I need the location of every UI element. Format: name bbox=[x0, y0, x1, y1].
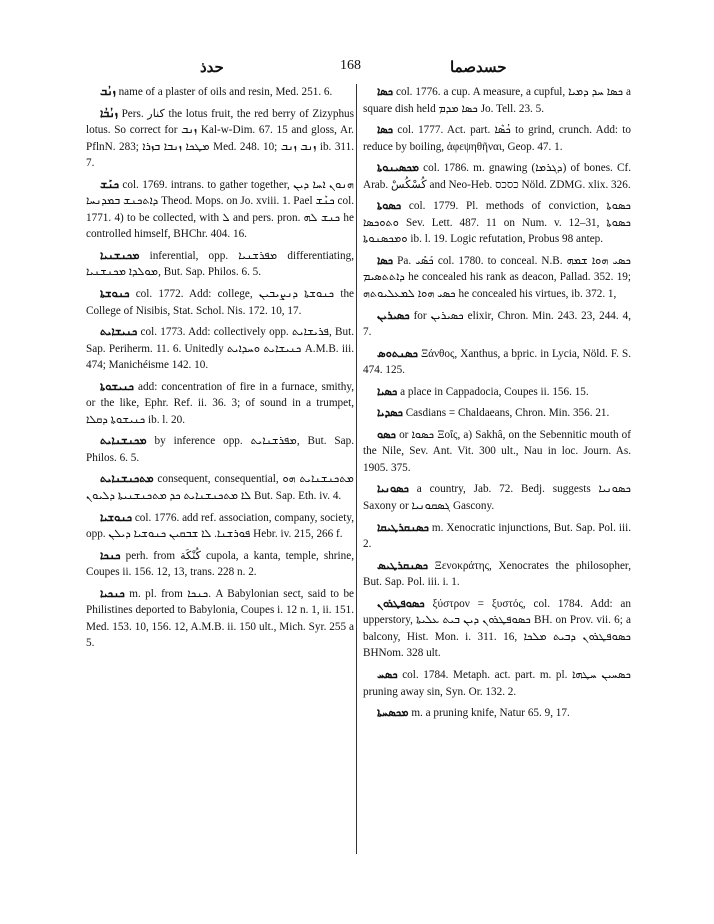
dictionary-entry bbox=[363, 160, 631, 193]
dictionary-entry bbox=[86, 286, 354, 319]
entry-definition: for ܟܣܝܪܝܢ elixir, Chron. Min. 243. 23, 244. 4, 7. bbox=[363, 309, 632, 339]
entry-headword: ܡܬܟܢܫܢܐܝܬ bbox=[100, 472, 154, 486]
dictionary-entry bbox=[363, 596, 631, 662]
dictionary-entry bbox=[363, 705, 631, 722]
running-head bbox=[0, 58, 714, 82]
dictionary-entry bbox=[363, 667, 631, 700]
entry-definition: consequent, consequential, ܡܬܟܢܫܢܐܝܬ ܗܘ ܠܐ ܡܬܟܢܫܢܐܝܬ ܟܕ ܡܬܟܢܫܢܝܬܐ ܕܠܝܘܢ But. Sap. Eth. iv. 4. bbox=[86, 473, 355, 503]
entry-headword: ܟܢܘܫܬܐ bbox=[100, 287, 130, 301]
entry-headword: ܙܢܳܒ bbox=[100, 85, 116, 98]
column-divider bbox=[356, 84, 357, 854]
entry-headword: ܟܣܘ bbox=[377, 427, 396, 441]
entry-headword: ܟܣܝܐ bbox=[377, 384, 398, 398]
entry-definition: col. 1769. intrans. to gather together, ܗܢܘܢ ܐܚܐ ܕܝܢ ܕܐܬܟܢܫ ܒܡܕܢܚܐ Theod. Mops. on Jo. xviii. 1. Pael ܟܢܶܫ col. 1771. 4) to be collected, with ܠ and pers. pron. ܟܢܫ ܠܗ he controlled himself, BHChr. 404. 16. bbox=[86, 178, 355, 241]
running-head-left: ﺣﺪﺫ bbox=[200, 58, 224, 76]
dictionary-entry bbox=[86, 586, 354, 652]
entry-headword: ܡܟܢܫܢܝܐ bbox=[100, 248, 140, 262]
entry-definition: col. 1784. Metaph. act. part. m. pl. ܟܣܚܝܢ ܚܛܗܐ pruning away sin, Syn. Or. 132. 2. bbox=[363, 668, 631, 698]
entry-headword: ܟܣܘܬܐ bbox=[377, 199, 402, 213]
dictionary-entry bbox=[363, 405, 631, 422]
entry-headword: ܟܣܢܬܘܣ bbox=[377, 346, 418, 360]
entry-headword: ܟܣܢܩܪܛܝܩܐ bbox=[377, 520, 429, 534]
dictionary-entry bbox=[86, 548, 354, 581]
entry-headword: ܙܢܳܒܳܐ bbox=[100, 106, 118, 120]
dictionary-entry bbox=[86, 84, 354, 101]
dictionary-entry bbox=[363, 520, 631, 553]
dictionary-entry bbox=[363, 427, 631, 477]
entry-definition: col. 1776. a cup. A measure, a cupful, ܟܣܐ ܚܕ ܕܡܝܐ a square dish held ܟܣܐ ܡܕܡ Jo. Tell. 23. 5. bbox=[363, 86, 632, 115]
entry-headword: ܟܢܝܫܐܝܬ bbox=[100, 325, 138, 339]
entry-headword: ܟܣܢܩܪܛܝܣ bbox=[377, 558, 428, 572]
entry-headword: ܟܢܘܫܝܐ bbox=[100, 510, 133, 524]
dictionary-entry bbox=[86, 248, 354, 281]
entry-definition: Casdians = Chaldaeans, Chron. Min. 356. 21. bbox=[405, 407, 610, 420]
dictionary-entry bbox=[363, 384, 631, 401]
dictionary-entry bbox=[86, 510, 354, 543]
entry-definition: or ܟܣܘܐ Ξοΐς, a) Sakhâ, on the Sebennitic mouth of the Nile, Sev. Ant. Vit. 300 ult., Nau in loc. Journ. As. 1905. 375. bbox=[363, 428, 631, 474]
entry-definition: name of a plaster of oils and resin, Med. 251. 6. bbox=[118, 86, 333, 98]
entry-definition: Ξενοκράτης, Xenocrates the philosopher, But. Sap. Pol. iii. i. 1. bbox=[363, 559, 632, 589]
entry-definition: m. Xenocratic injunctions, But. Sap. Pol. iii. 2. bbox=[363, 521, 631, 551]
entry-headword: ܟܢܰܫ bbox=[100, 177, 119, 191]
dictionary-entry bbox=[363, 84, 631, 117]
entry-definition: by inference opp. ܡܦܪܫܢܐܝܬ, But. Sap. Philos. 6. 5. bbox=[86, 435, 355, 464]
dictionary-entry bbox=[86, 177, 354, 243]
dictionary-entry bbox=[363, 558, 631, 591]
entry-definition: col. 1776. add ref. association, company, society, opp. ܦܘܪܫܢܐ. ܠܐ ܫܒܩܝܢ ܟܢܘܫܝܐ ܕܝܠܢ Hebr. iv. 215, 266 f. bbox=[86, 511, 354, 541]
entry-headword: ܟܣܘܢܝܐ bbox=[377, 482, 409, 496]
entry-definition: Ξάνθος, Xanthus, a bpric. in Lycia, Nöld. F. S. 474. 125. bbox=[363, 347, 632, 377]
entry-headword: ܟܣܐ bbox=[377, 253, 394, 267]
entry-definition: perh. from كُنْكَة cupola, a kanta, temple, shrine, Coupes ii. 156. 12, 13, trans. 228 n. 2. bbox=[86, 549, 354, 579]
entry-headword: ܡܟܢܫܢܐܝܬ bbox=[100, 434, 147, 448]
right-column bbox=[363, 84, 631, 727]
dictionary-entry bbox=[363, 122, 631, 155]
entry-definition: ξύστρον = ξυστός, col. 1784. Add: an upperstory, ܟܣܘܦܛܪܘܢ ܕܝܢ ܒܝܬ ܥܠܝܬܐ BH. on Prov. vii. 6; a balcony, Hist. Mon. i. 311. 16, ܟܣܘܦܛܪܘܢ ܕܒܝܬ ܡܠܟܐ BHNom. 328 ult. bbox=[363, 597, 631, 660]
dictionary-entry bbox=[86, 471, 354, 504]
dictionary-entry bbox=[86, 106, 354, 172]
dictionary-entry bbox=[363, 308, 631, 341]
entry-headword: ܟܢܝܫܘܬܐ bbox=[100, 379, 134, 393]
entry-headword: ܟܢܟܝܐ bbox=[100, 586, 125, 600]
entry-headword: ܟܣܐ bbox=[377, 85, 394, 98]
entry-headword: ܟܣܘܦܛܪܘܢ bbox=[377, 596, 425, 610]
running-head-right: ﺣﺴﺪﺻﻤﺎ bbox=[450, 58, 507, 76]
dictionary-entry bbox=[363, 253, 631, 303]
entry-definition: col. 1773. Add: collectively opp. ܦܪܝܫܐܝܬ, But. Sap. Periherm. 11. 6. Unitedly ܟܢܝܫܐܝܬ ܘܚܕܐܝܬ A.M.B. iii. 474; Manichéisme 142. 10. bbox=[86, 326, 355, 372]
entry-headword: ܟܣܝܪܝܢ bbox=[377, 308, 410, 322]
entry-headword: ܟܣܚ bbox=[377, 667, 398, 681]
dictionary-entry bbox=[86, 379, 354, 429]
entry-definition: m. a pruning knife, Natur 65. 9, 17. bbox=[411, 707, 570, 720]
page-number: 168 bbox=[340, 58, 361, 73]
dictionary-entry bbox=[363, 198, 631, 248]
dictionary-entry bbox=[363, 346, 631, 379]
entry-definition: col. 1779. Pl. methods of conviction, ܟܣܘܬܐ ܘܬܘܟܣܐ Sev. Lett. 487. 11 on Num. v. 12–31, ܟܣܘܬܐ ܘܡܟܣܢܘܬܐ ib. l. 19. Logic refutation, Probus 98 antep. bbox=[363, 200, 632, 246]
dictionary-entry bbox=[86, 433, 354, 466]
entry-definition: add: concentration of fire in a furnace, smithy, or the like, Ephr. Ref. ii. 36. 3; of sound in a trumpet, ܟܢܝܫܘܬܐ ܕܩܠܐ ib. l. 20. bbox=[86, 380, 355, 426]
dictionary-entry bbox=[86, 324, 354, 374]
entry-definition: col. 1786. m. gnawing (ܕܓܪܡܐ) of bones. Cf. Arab. كُسْكُسْ and Neo-Heb. כסכס Nöld. ZDMG. xlix. 326. bbox=[363, 162, 632, 191]
entry-headword: ܡܟܣܚܬܐ bbox=[377, 706, 409, 720]
entry-definition: Pa. ܟܰܣܺܝ col. 1780. to conceal. N.B. ܟܣܝ ܗܘܐ ܫܡܗ ܕܐܬܬܣܝܡ he concealed his rank as deacon, Pallad. 352. 19; ܟܣܝ ܗܘܐ ܠܡܥܠܝܘܬܗ he concealed his virtues, ib. 372. 1, bbox=[363, 254, 632, 301]
entry-headword: ܡܟܣܝܢܘܬܐ bbox=[377, 161, 419, 175]
entry-definition: Pers. کنار the lotus fruit, the red berry of Zizyphus lotus. So correct for ܙܢܒ Kal-w-Dim. 67. 15 and gloss, Ar. PflnN. 283; ܡܛܟܐ ܙܢܒܐ ܒܙܪܐ Med. 248. 10; ܙܢܒ ܙܢܒ ib. 311. 7. bbox=[86, 107, 354, 170]
entry-definition: col. 1772. Add: college, ܟܢܘܫܬܐ ܕܢܨܝܒܝܢ the College of Nisibis, Stat. Schol. Nis. 172. 10, 17. bbox=[86, 288, 355, 317]
entry-definition: col. 1777. Act. part. ܟܳܣܶܐ to grind, crunch. Add: to reduce by boiling, ἀφεψηθῆναι, Geop. 47. 1. bbox=[363, 124, 631, 153]
entry-headword: ܟܣܐ bbox=[377, 123, 394, 137]
entry-definition: a place in Cappadocia, Coupes ii. 156. 15. bbox=[400, 385, 589, 398]
entry-definition: m. pl. from ܟܢܟܐ. A Babylonian sect, said to be Philistines deported to Babylonia, Coupes i. 12 n. 1, ii. 151. Med. 153. 10, 156. 12, A.M.B. ii. 150 ult., Mich. Syr. 255 a 5. bbox=[86, 587, 355, 650]
entry-definition: inferential, opp. ܡܦܪܫܢܝܐ differentiating, ܡܘܠܕܐ ܡܟܢܫܢܝܐ, But. Sap. Philos. 6. 5. bbox=[86, 249, 355, 279]
entry-definition: a country, Jab. 72. Bedj. suggests ܟܣܘܢܝܐ Saxony or ܓܣܩܘܢܝܐ Gascony. bbox=[363, 483, 631, 513]
entry-headword: ܟܣܕܝܐ bbox=[377, 406, 403, 420]
left-column bbox=[86, 84, 354, 657]
dictionary-entry bbox=[363, 481, 631, 514]
entry-headword: ܟܢܟܐ bbox=[100, 548, 121, 562]
